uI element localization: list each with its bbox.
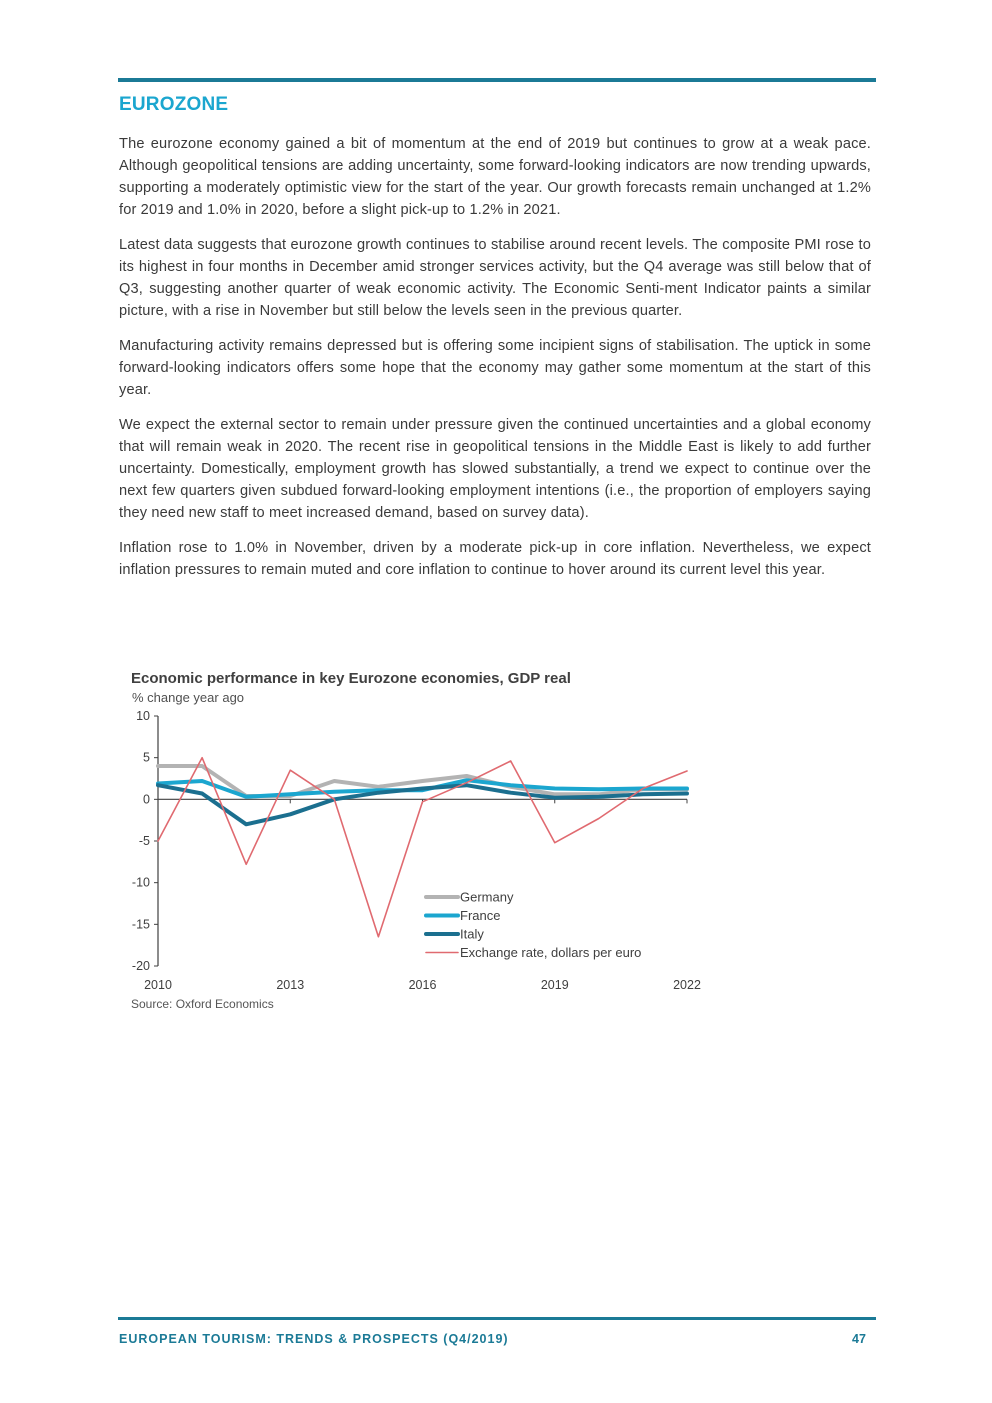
y-tick-label: -20	[131, 959, 150, 973]
chart-title: Economic performance in key Eurozone economies, GDP real	[131, 670, 571, 687]
y-tick-label: 10	[136, 709, 150, 723]
bottom-rule	[118, 1317, 876, 1320]
chart-source: Source: Oxford Economics	[131, 997, 274, 1011]
y-tick-label: -10	[131, 875, 150, 890]
page-number: 47	[852, 1332, 866, 1346]
x-tick-label: 2013	[276, 978, 305, 992]
x-tick-label: 2010	[144, 978, 172, 992]
paragraph: Latest data suggests that eurozone growth continues to stabilise around recent levels. The composite PMI rose to its highest in four months in December amid stronger services activity, but the Q4 average was still below that of Q3, suggesting another quarter of weak economic activity. The Economic Senti-ment Indicator paints a similar picture, with a rise in November but still below the levels seen in the previous quarter.	[119, 237, 871, 319]
paragraph: Manufacturing activity remains depressed but is offering some incipient signs of stabilisation. The uptick in some forward-looking indicators offers some hope that the economy may gather some momentum at the start of this year.	[119, 338, 871, 398]
paragraph: We expect the external sector to remain under pressure given the continued uncertainties and a global economy that will remain weak in 2020. The recent rise in geopolitical tensions in the Middle East is likely to add further uncertainty. Domestically, employment growth has slowed substantially, a trend we expect to continue over the next few quarters given subdued forward-looking employment intentions (i.e., the proportion of employers saying they need new staff to meet increased demand, based on survey data).	[119, 417, 871, 521]
y-tick-label: 5	[143, 750, 150, 765]
legend-label: France	[460, 908, 501, 923]
series-line-exchange-rate-dollars-per-euro	[158, 758, 687, 937]
section-heading: EUROZONE	[119, 94, 229, 115]
legend-label: Exchange rate, dollars per euro	[460, 945, 642, 960]
paragraph: The eurozone economy gained a bit of momentum at the end of 2019 but continues to grow at a weak pace. Although geopolitical tensions are adding uncertainty, some forward-looking indicators are now trending upwards, supporting a moderately optimistic view for the start of the year. Our growth forecasts remain unchanged at 1.2% for 2019 and 1.0% in 2020, before a slight pick-up to 1.2% in 2021.	[119, 136, 871, 218]
chart-legend	[426, 890, 641, 961]
x-tick-label: 2019	[540, 978, 569, 992]
y-tick-label: 0	[143, 792, 150, 807]
x-tick-label: 2022	[673, 978, 701, 992]
body-text	[119, 133, 871, 594]
legend-label: Italy	[460, 926, 484, 942]
chart-y-axis-label: % change year ago	[132, 690, 245, 705]
top-rule	[118, 78, 876, 82]
y-tick-label: -15	[131, 917, 150, 932]
line-chart	[110, 700, 730, 1000]
footer-title: EUROPEAN TOURISM: TRENDS & PROSPECTS (Q4/2019)	[119, 1332, 509, 1346]
y-tick-label: -5	[138, 834, 150, 848]
legend-label: Germany	[460, 889, 514, 905]
chart-lines	[158, 758, 687, 937]
paragraph: Inflation rose to 1.0% in November, driven by a moderate pick-up in core inflation. Nevertheless, we expect inflation pressures to remain muted and core inflation to continue to hover around its current level this year.	[119, 540, 871, 578]
x-tick-label: 2016	[408, 978, 437, 992]
